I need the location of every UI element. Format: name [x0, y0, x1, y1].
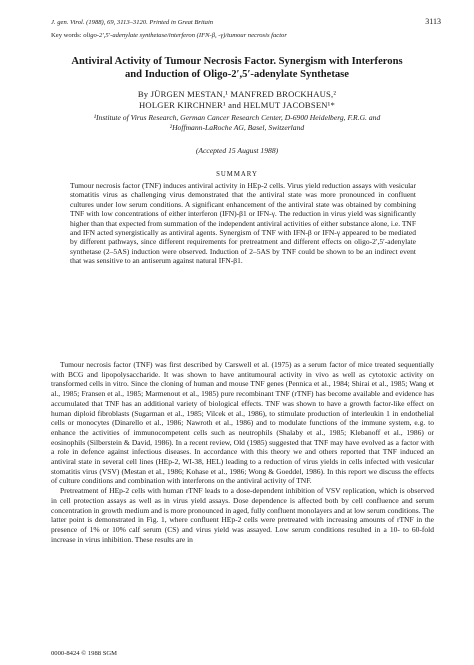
author-list [40, 89, 434, 111]
article-title [40, 55, 434, 81]
accepted-date: (Accepted 15 August 1988) [195, 146, 279, 155]
title-line-1: Antiviral Activity of Tumour Necrosis Factor. Synergism with Interferons [71, 56, 403, 67]
body-paragraph-2: Pretreatment of HEp-2 cells with human rTNF leads to a dose-dependent inhibition of VSV replication, which is observed in cell protection assays as well as in virus yield assays. Dose dependence is affected both by cell confluence and serum concentration in growth medium and is more pronounced in aged, fully confluent monolayers and at low serum conditions. The latter point is demonstrated in Fig. 1, where confluent HEp-2 cells were pretreated with increasing amounts of rTNF in the presence of 1% or 10% calf serum (CS) and virus yield was assayed. Low serum conditions resulted in a 10- to 60-fold increase in virus inhibition. These results are in [51, 486, 434, 544]
running-header [51, 19, 441, 27]
summary-heading: SUMMARY [216, 171, 258, 178]
affiliations [40, 113, 434, 133]
keywords-label: Key words: [51, 32, 82, 39]
affiliation-line-1: ¹Institute of Virus Research, German Cancer Research Center, D-6900 Heidelberg, F.R.G. and [93, 113, 381, 122]
article-body [51, 360, 434, 544]
keywords-line [51, 32, 441, 40]
authors-line-1: By JÜRGEN MESTAN,¹ MANFRED BROCKHAUS,² [137, 89, 337, 99]
body-paragraph-1: Tumour necrosis factor (TNF) was first described by Carswell et al. (1975) as a serum factor of mice treated sequentially with BCG and lipopolysaccharide. It was shown to have antitumoural activity in vivo as well as cytotoxic activity on transformed cells in vitro. Since the cloning of human and mouse TNF genes (Pennica et al., 1984; Shirai et al., 1985; Wang et al., 1985; Fransen et al., 1985; Marmenout et al., 1985) pure recombinant TNF (rTNF) has become available and evidence has accumulated that TNF has an additional variety of biological effects. TNF was shown to have a growth factor-like effect on human diploid fibroblasts (Sugarman et al., 1985; Vilcek et al., 1986), to stimulate production of interleukin 1 in endothelial cells or monocytes (Dinarello et al., 1986; Nawroth et al., 1986) and to modulate functions of the immune system, e.g. to enhance the activities of immunocompetent cells such as neutrophils (Shalaby et al., 1985; Klebanoff et al., 1986) or eosinophils (Silberstein & David, 1986). In a recent review, Old (1985) suggested that TNF may have evolved as a factor with a role in defence against infectious diseases. In accordance with this theory we and others reported that TNF induced an antiviral state in several cell lines (HEp-2, WI-38, HEL) leading to a reduction of virus yields in cells infected with vesicular stomatitis virus (VSV) (Mestan et al., 1986; Kohase et al., 1986; Wong & Goeddel, 1986). In this report we discuss the effects of culture conditions and combination with interferons on the antiviral activity of TNF. [51, 360, 434, 486]
authors-line-2: HOLGER KIRCHNER¹ and HELMUT JACOBSEN¹* [139, 100, 335, 110]
journal-citation: J. gen. Virol. (1988), 69, 3113–3120. Printed in Great Britain [51, 19, 214, 26]
summary-text: Tumour necrosis factor (TNF) induces antiviral activity in HEp-2 cells. Virus yield reduction assays with vesicular stomatitis virus as challenging virus demonstrated that the antiviral state was more pronounced in confluent cultures under low serum conditions. A significant enhancement of the antiviral state was obtained by combining TNF with low concentrations of either interferon (IFN)-β1 or IFN-γ. The reduction in virus yield was significantly higher than that expected from summation of the independent antiviral activities of either substance alone, i.e. TNF and IFN acted synergistically as antiviral agents. Synergism of TNF with IFN-β or IFN-γ appeared to be mediated by different pathways, since different requirements for pretreatment and different effects on oligo-2′,5′-adenylate synthetase (2–5AS) induction were observed. Induction of 2–5AS by TNF could be shown to be an indirect event that was sensitive to an antiserum against natural IFN-β1. [70, 181, 416, 266]
page-number: 3113 [425, 17, 441, 26]
keywords-text: oligo-2′,5′-adenylate synthetase/interferon (IFN-β, -γ)/tumour necrosis factor [83, 32, 287, 39]
title-line-2: and Induction of Oligo-2′,5′-adenylate Synthetase [124, 69, 350, 80]
copyright-footer: 0000-8424 © 1988 SGM [51, 650, 118, 657]
affiliation-line-2: ²Hoffmann-LaRoche AG, Basel, Switzerland [169, 123, 305, 132]
